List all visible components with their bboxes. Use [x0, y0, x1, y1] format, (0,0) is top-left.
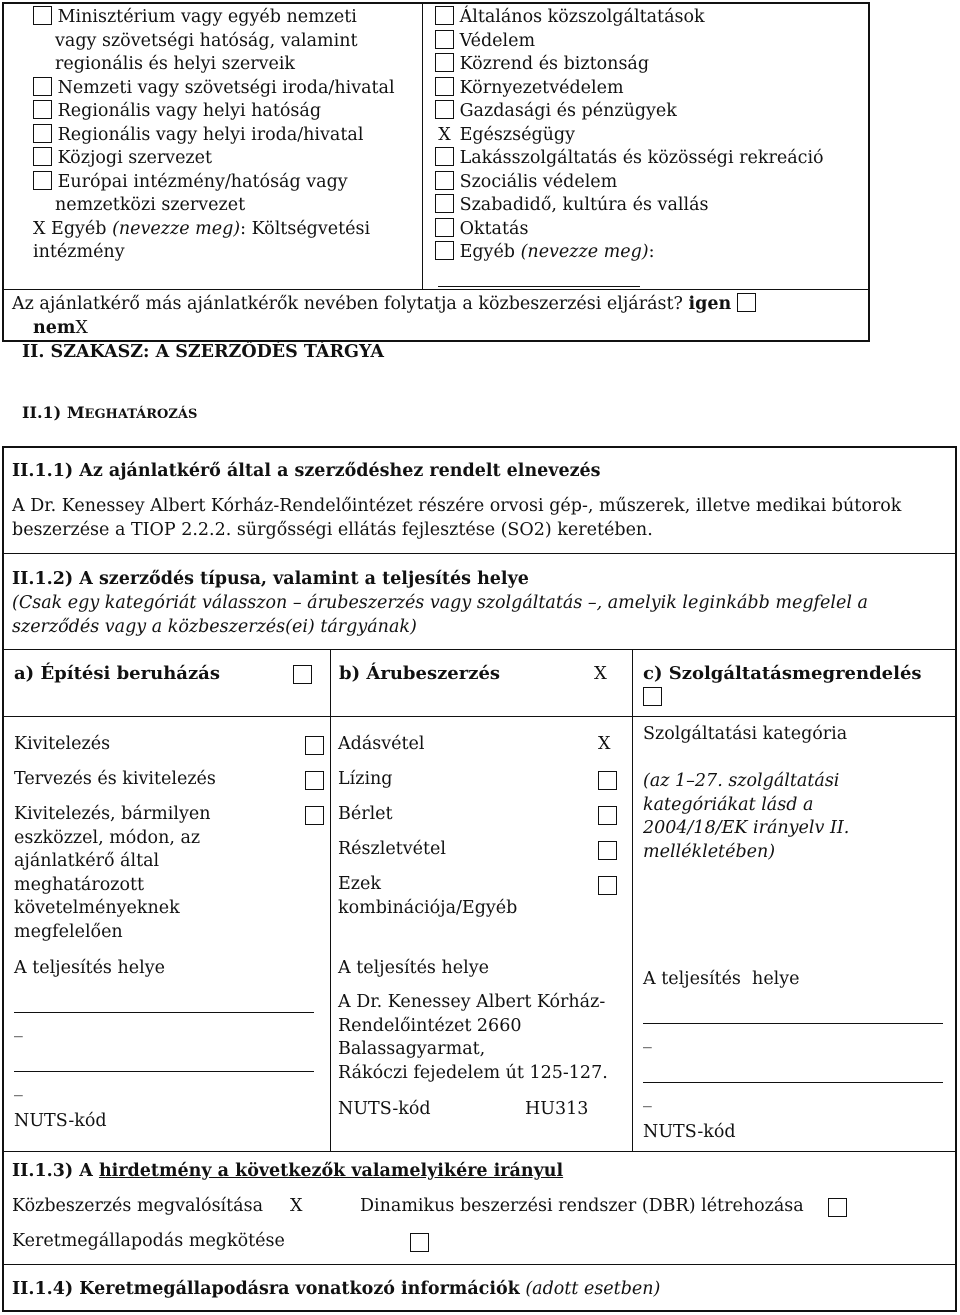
col-b-header: b) Árubeszerzés	[339, 663, 501, 684]
authority-option[interactable]: Nemzeti vagy szövetségi iroda/hivatal	[33, 77, 395, 101]
activity-option[interactable]: Általános közszolgáltatások	[435, 6, 824, 30]
col-a-checkbox[interactable]	[293, 665, 312, 684]
col-b-place-value: A Dr. Kenessey Albert Kórház- Rendelőintézet 2660 Balassagyarmat, Rákóczi fejedelem út 125-127.	[338, 992, 608, 1083]
col-c-category-top	[632, 716, 633, 717]
col-b-item-kombinacio: Ezek kombinációja/Egyéb	[338, 874, 518, 918]
col-a-header: a) Építési beruházás	[14, 663, 220, 684]
behalf-no: nemX	[33, 318, 88, 338]
authority-option[interactable]: Regionális vagy helyi hatóság	[33, 100, 395, 124]
col-c-category-note: (az 1–27. szolgáltatási kategóriákat lásd a 2004/18/EK irányelv II. mellékletében)	[643, 771, 850, 862]
col-a-item-checkbox[interactable]	[305, 806, 324, 825]
checkbox[interactable]	[435, 147, 454, 166]
s113-opt3: Keretmegállapodás megkötése	[12, 1231, 285, 1251]
other-activity-line[interactable]	[438, 286, 640, 287]
s113-title: II.1.3) A hirdetmény a következők valamelyikére irányul	[12, 1161, 564, 1181]
s112-note2: szerződés vagy a közbeszerzés(ei) tárgyának)	[12, 617, 417, 637]
s111-line2: beszerzése a TIOP 2.2.2. sürgősségi ellátás fejlesztése (SO2) keretében.	[12, 520, 653, 540]
activity-option[interactable]: X Egészségügy	[435, 124, 824, 148]
checkbox[interactable]	[33, 171, 52, 190]
col-b-item-checkbox[interactable]	[598, 806, 617, 825]
checked-mark[interactable]: X	[438, 124, 451, 145]
section-title: II. SZAKASZ: A SZERZŐDÉS TÁRGYA	[22, 342, 384, 362]
other-mark[interactable]: X	[33, 218, 46, 239]
authority-type-list	[33, 6, 395, 265]
activity-option[interactable]: Környezetvédelem	[435, 77, 824, 101]
col-b-mark[interactable]: X	[594, 663, 607, 684]
authority-option[interactable]: Európai intézmény/hatóság vagy	[33, 171, 395, 195]
s113-opt3-checkbox[interactable]	[410, 1233, 429, 1252]
col-a-nuts: NUTS-kód	[14, 1111, 107, 1131]
checkbox[interactable]	[33, 77, 52, 96]
col-c-category-label: Szolgáltatási kategória	[643, 724, 848, 744]
checkbox[interactable]	[33, 147, 52, 166]
type-header-top	[2, 649, 957, 650]
behalf-question: Az ajánlatkérő más ajánlatkérők nevében folytatja a közbeszerzési eljárást? igen	[12, 293, 862, 317]
authority-option[interactable]: Közjogi szervezet	[33, 147, 395, 171]
activity-option[interactable]: Szabadidő, kultúra és vallás	[435, 194, 824, 218]
s111-separator	[2, 553, 957, 554]
top-box-divider	[422, 2, 423, 290]
activity-list	[435, 6, 824, 265]
checkbox[interactable]	[435, 194, 454, 213]
authority-option[interactable]: Minisztérium vagy egyéb nemzeti	[33, 6, 395, 30]
col-b-item-checkbox[interactable]	[598, 841, 617, 860]
activity-option[interactable]: Lakásszolgáltatás és közösségi rekreáció	[435, 147, 824, 171]
yes-checkbox[interactable]	[737, 293, 756, 312]
col-a-item-checkbox[interactable]	[305, 736, 324, 755]
col-c-place-label: A teljesítés helye	[643, 969, 800, 989]
col-c-dash1: _	[643, 1029, 652, 1049]
col-c-dash2: _	[643, 1088, 652, 1108]
col-b-item-berlet: Bérlet	[338, 804, 393, 824]
activity-option[interactable]: Gazdasági és pénzügyek	[435, 100, 824, 124]
type-header-bottom	[2, 716, 957, 717]
checkbox[interactable]	[435, 53, 454, 72]
checkbox[interactable]	[33, 100, 52, 119]
no-mark[interactable]: X	[75, 318, 88, 338]
s112-note1: (Csak egy kategóriát válasszon – árubeszerzés vagy szolgáltatás –, amelyik leginkább megfelel a	[12, 593, 868, 613]
col-b-item-checkbox[interactable]	[598, 771, 617, 790]
s113-opt2-checkbox[interactable]	[828, 1198, 847, 1217]
col-c-place-line1[interactable]	[643, 1023, 943, 1024]
col-divider-1	[330, 649, 331, 1152]
col-a-item-kivitelezes: Kivitelezés	[14, 734, 111, 754]
col-c-place-line2[interactable]	[643, 1082, 943, 1083]
col-a-item-tervezes: Tervezés és kivitelezés	[14, 769, 216, 789]
checkbox[interactable]	[435, 100, 454, 119]
subsection-title: II.1) MEGHATÁROZÁS	[22, 403, 198, 422]
checkbox[interactable]	[435, 30, 454, 49]
checkbox[interactable]	[33, 6, 52, 25]
authority-option-cont: nemzetközi szervezet	[55, 195, 246, 215]
col-c-header: c) Szolgáltatásmegrendelés	[643, 663, 922, 684]
checkbox[interactable]	[435, 77, 454, 96]
activity-option-other[interactable]: Egyéb (nevezze meg):	[435, 241, 824, 265]
checkbox[interactable]	[435, 218, 454, 237]
s113-separator	[2, 1264, 957, 1265]
activity-option[interactable]: Oktatás	[435, 218, 824, 242]
col-b-item-adasvetel: Adásvétel	[338, 734, 425, 754]
col-b-place-label: A teljesítés helye	[338, 958, 489, 978]
col-b-item-lizing: Lízing	[338, 769, 393, 789]
activity-option[interactable]: Szociális védelem	[435, 171, 824, 195]
s112-title: II.1.2) A szerződés típusa, valamint a teljesítés helye	[12, 569, 529, 589]
authority-option[interactable]: Regionális vagy helyi iroda/hivatal	[33, 124, 395, 148]
other-value-cont: intézmény	[33, 242, 125, 262]
activity-option[interactable]: Védelem	[435, 30, 824, 54]
checkbox[interactable]	[33, 124, 52, 143]
col-divider-2	[632, 649, 633, 1152]
col-a-item-checkbox[interactable]	[305, 771, 324, 790]
authority-option-cont: regionális és helyi szerveik	[55, 54, 296, 74]
s114-title: II.1.4) Keretmegállapodásra vonatkozó információk (adott esetben)	[12, 1279, 661, 1299]
s113-opt1: Közbeszerzés megvalósítása	[12, 1196, 264, 1216]
s111-title: II.1.1) Az ajánlatkérő által a szerződéshez rendelt elnevezés	[12, 461, 601, 481]
col-a-place-label: A teljesítés helye	[14, 958, 165, 978]
col-c-nuts: NUTS-kód	[643, 1122, 736, 1142]
checkbox[interactable]	[435, 6, 454, 25]
col-b-item-checkbox[interactable]	[598, 876, 617, 895]
col-c-checkbox[interactable]	[643, 687, 662, 706]
col-a-dash1: _	[14, 1018, 23, 1038]
checkbox[interactable]	[435, 171, 454, 190]
col-a-dash2: _	[14, 1077, 23, 1097]
col-b-item-mark[interactable]: X	[598, 734, 611, 754]
col-a-item-barmilyen: Kivitelezés, bármilyen eszközzel, módon, az ajánlatkérő által meghatározott követelményeknek megfelelően	[14, 804, 211, 942]
s113-opt2: Dinamikus beszerzési rendszer (DBR) létrehozása	[360, 1196, 804, 1216]
col-b-nuts-value: HU313	[525, 1099, 589, 1119]
checkbox[interactable]	[435, 241, 454, 260]
authority-option-other[interactable]: X Egyéb (nevezze meg): Költségvetési	[33, 218, 371, 239]
col-b-item-reszletvetel: Részletvétel	[338, 839, 446, 859]
col-a-place-line1[interactable]	[14, 1012, 314, 1013]
activity-option[interactable]: Közrend és biztonság	[435, 53, 824, 77]
col-a-place-line2[interactable]	[14, 1071, 314, 1072]
s113-opt1-mark[interactable]: X	[290, 1196, 303, 1216]
s111-line1: A Dr. Kenessey Albert Kórház-Rendelőintézet részére orvosi gép-, műszerek, illetve medikai bútorok	[12, 496, 902, 516]
type-table-bottom	[2, 1151, 957, 1152]
authority-option-cont: vagy szövetségi hatóság, valamint	[55, 30, 358, 51]
col-b-nuts-label: NUTS-kód	[338, 1099, 431, 1119]
top-box-separator	[2, 289, 870, 290]
